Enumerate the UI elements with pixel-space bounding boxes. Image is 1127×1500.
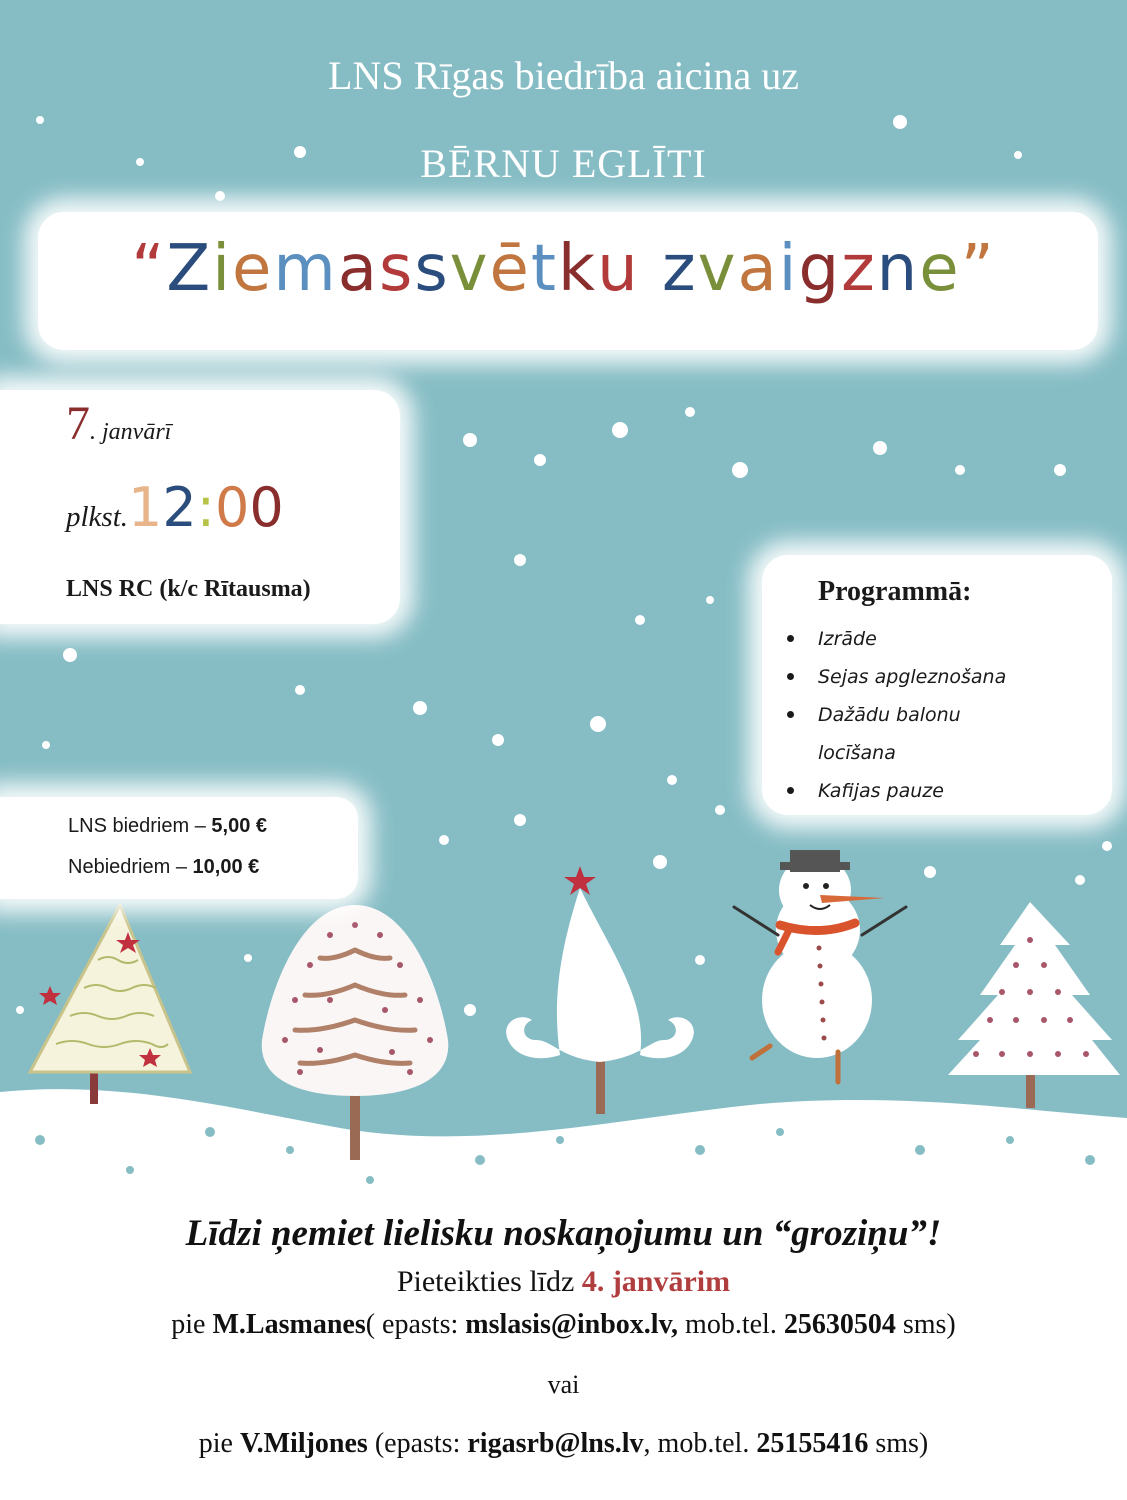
title-letter: “ xyxy=(131,232,167,306)
title-letter: g xyxy=(798,232,842,306)
contact-1 xyxy=(0,1309,1127,1341)
program-item: Kafijas pauze xyxy=(784,772,1104,810)
time-digit: 0 xyxy=(249,476,284,539)
title-letter: s xyxy=(414,232,450,306)
contact-phone-label: , mob.tel. xyxy=(643,1428,757,1459)
program-list xyxy=(784,620,1104,810)
time-prefix: plkst. xyxy=(66,501,129,533)
price-value: 10,00 € xyxy=(192,856,260,878)
deadline-prefix: Pieteikties līdz xyxy=(396,1265,582,1298)
program-item: Dažādu balonu xyxy=(784,696,1104,734)
title-letter: u xyxy=(597,232,640,306)
title-letter: n xyxy=(876,232,920,306)
title-letter: m xyxy=(273,232,338,306)
title-letter: z xyxy=(661,232,698,306)
event-type-heading: BĒRNU EGLĪTI xyxy=(420,141,707,186)
title-letter: i xyxy=(212,232,233,306)
contact-tail: sms) xyxy=(868,1428,929,1459)
title-letter: e xyxy=(232,232,274,306)
event-title xyxy=(0,232,1127,306)
contact-pie: pie xyxy=(171,1309,213,1340)
price-label: Nebiedriem – xyxy=(68,856,193,878)
contact-name: M.Lasmanes xyxy=(212,1309,366,1340)
title-letter: e xyxy=(919,232,961,306)
event-month: . janvārī xyxy=(90,419,172,445)
event-day-number: 7 xyxy=(66,397,90,450)
event-time xyxy=(66,476,284,539)
title-letter: ē xyxy=(489,232,531,306)
title-letter: a xyxy=(337,232,379,306)
title-letter: s xyxy=(378,232,415,306)
deadline-date: 4. janvārim xyxy=(581,1265,731,1298)
contact-2 xyxy=(0,1428,1127,1460)
title-letter: z xyxy=(841,232,877,306)
event-place: LNS RC (k/c Rītausma) xyxy=(66,576,311,602)
time-digit: 1 xyxy=(128,476,163,539)
price-value: 5,00 € xyxy=(211,815,268,837)
contact-phone[interactable]: 25630504 xyxy=(783,1309,896,1340)
polka-dot-tree-icon xyxy=(948,902,1120,1108)
event-date xyxy=(66,396,171,451)
price-label: LNS biedriem – xyxy=(68,815,212,837)
striped-tree-icon xyxy=(30,905,190,1104)
program-item-continuation: locīšana xyxy=(818,742,896,764)
program-heading: Programmā: xyxy=(818,576,972,607)
title-letter xyxy=(640,232,662,306)
title-letter: v xyxy=(697,232,738,306)
time-digit: 0 xyxy=(214,476,250,539)
program-item: Sejas apgleznošana xyxy=(784,658,1104,696)
curly-tree-icon xyxy=(506,866,694,1114)
time-value xyxy=(128,476,284,539)
title-letter: a xyxy=(737,232,779,306)
title-letter: t xyxy=(530,232,558,306)
contact-phone-label: mob.tel. xyxy=(678,1309,784,1340)
title-letter: Z xyxy=(166,232,213,306)
price-panel xyxy=(0,797,358,899)
contact-phone[interactable]: 25155416 xyxy=(756,1428,869,1459)
contact-pie: pie xyxy=(198,1428,240,1459)
snowman-icon xyxy=(734,850,906,1082)
or-separator: vai xyxy=(547,1370,580,1399)
registration-deadline xyxy=(0,1265,1127,1299)
price-nonmembers xyxy=(68,856,259,879)
time-digit: 2 xyxy=(162,476,197,539)
title-letter: i xyxy=(778,232,799,306)
contact-email-label: (epasts: xyxy=(367,1428,468,1459)
title-letter: ” xyxy=(960,232,996,306)
title-letter: v xyxy=(449,232,490,306)
contact-name: V.Miljones xyxy=(240,1428,368,1459)
contact-email-label: ( epasts: xyxy=(365,1309,466,1340)
contact-tail: sms) xyxy=(895,1309,956,1340)
time-digit: : xyxy=(196,476,215,539)
bring-along-note: Līdzi ņemiet lielisku noskaņojumu un “groziņu”! xyxy=(185,1213,942,1254)
contact-email[interactable]: rigasrb@lns.lv xyxy=(467,1428,644,1459)
price-members xyxy=(68,815,267,838)
invite-line: LNS Rīgas biedrība aicina uz xyxy=(328,53,799,98)
program-item: Izrāde xyxy=(784,620,1104,658)
title-letter: k xyxy=(558,232,598,306)
contact-email[interactable]: mslasis@inbox.lv, xyxy=(465,1309,679,1340)
